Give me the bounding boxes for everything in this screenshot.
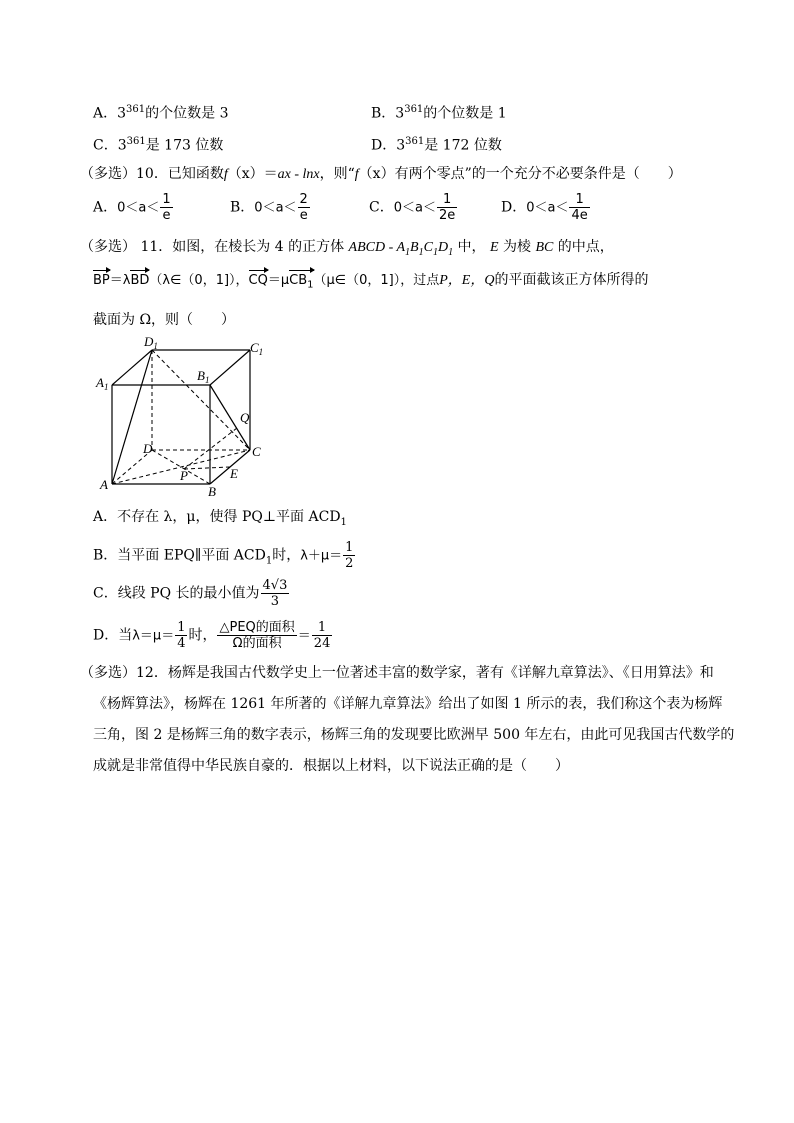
q10-fx2: f: [354, 167, 359, 182]
q11-option-d-ratio-num: △PEQ的面积: [219, 620, 295, 635]
q10-stem: [80, 167, 682, 182]
q11-option-d-den2: 24: [313, 636, 331, 651]
q12-line4: 成就是非常值得中华民族自豪的．根据以上材料，以下说法正确的是（ ）: [93, 758, 569, 774]
q11-option-c-num: 4√3: [262, 578, 288, 593]
q9-option-a-label: A．3: [93, 105, 127, 122]
q10-option-a-label: A．: [93, 199, 118, 216]
q11-cube-a: ABCD - A: [348, 240, 406, 255]
q11-option-b-pre: B．当平面 EPQ∥平面 ACD: [93, 547, 266, 564]
q11-line1: [80, 240, 614, 258]
q11-option-d-num1: 1: [177, 620, 186, 635]
q12-line3: 三角，图 2 是杨辉三角的数字表示，杨辉三角的发现要比欧洲早 500 年左右，由此可见我国古代数学的: [93, 727, 735, 743]
q10-option-b-num: 2: [299, 192, 308, 207]
q10-option-c-label: C．: [369, 199, 394, 216]
q11-option-a: [93, 510, 347, 528]
q10-option-b: [230, 192, 311, 223]
q11-cube-s3: 1: [432, 246, 438, 258]
edge-a1d1: [112, 350, 152, 385]
line-pe-hidden: [184, 467, 230, 469]
q10-option-a: [93, 192, 174, 223]
q12-line1: （多选）12．杨辉是我国古代数学史上一位著述丰富的数学家，著有《详解九章算法》、《日用算法》和: [80, 665, 714, 681]
q9-option-d: [371, 137, 502, 153]
q11-option-d-ratio-den: Ω的面积: [232, 636, 282, 651]
line-ad1: [112, 350, 152, 484]
q9-option-d-text: 是 172 位数: [424, 137, 502, 154]
q10-option-b-frac: [298, 192, 310, 223]
q11-option-d-ratio: [217, 620, 296, 651]
q11-e: E: [489, 240, 499, 255]
q11-option-b: [93, 540, 356, 571]
q11-option-b-frac: [343, 540, 355, 571]
q11-option-d-pre: D．当: [93, 627, 133, 644]
q9-option-a-exp: 361: [126, 104, 146, 115]
label-q: Q: [240, 410, 250, 425]
q10-option-d-lhs: 0＜a＜: [526, 200, 569, 216]
q11-bc: BC: [535, 240, 554, 255]
q11-option-a-sub: 1: [340, 516, 347, 528]
q9-option-c: [93, 137, 223, 153]
q10-option-c: [369, 192, 458, 223]
q9-option-b-exp: 361: [404, 104, 424, 115]
q10-option-c-frac: [437, 192, 457, 223]
q11-cube-s2: 1: [418, 246, 424, 258]
label-b: B: [208, 484, 216, 498]
q11-cube-s4: 1: [448, 246, 454, 258]
label-b1: $B_1$: [197, 368, 210, 385]
label-c1: $C_1$: [250, 340, 264, 357]
q11-cube: [348, 240, 454, 258]
q11-vec-cb1-sub: 1: [307, 279, 314, 291]
q12-line2: 《杨辉算法》，杨辉在 1261 年所著的《详解九章算法》给出了如图 1 所示的表，我们称这个表为杨辉: [93, 696, 723, 712]
q9-option-d-exp: 361: [405, 136, 425, 147]
q11-cube-b: B: [410, 240, 419, 255]
q11-option-a-text: A．不存在 λ，μ，使得 PQ⊥平面 ACD: [93, 509, 341, 525]
q11-option-b-mid: 时，: [272, 547, 301, 564]
q11-option-d-frac1: [175, 620, 187, 651]
edge-b1c1: [210, 350, 250, 385]
q9-option-c-text: 是 173 位数: [145, 137, 224, 154]
figure-labels: [95, 334, 263, 498]
q9-option-b: [371, 105, 507, 121]
q11-option-b-num: 1: [345, 540, 354, 555]
q9-option-a: [93, 105, 228, 121]
q10-expr: ax - lnx: [277, 167, 320, 182]
q11-line1-mid: 中，: [453, 239, 490, 255]
label-e: E: [230, 466, 238, 481]
q11-cube-c: C: [423, 240, 433, 255]
q11-option-c: [93, 578, 290, 609]
label-c: C: [252, 444, 261, 459]
q9-option-c-label: C．3: [93, 137, 127, 154]
q10-option-a-num: 1: [162, 192, 171, 207]
q10-option-c-lhs: 0＜a＜: [393, 200, 436, 216]
cube-figure: [92, 332, 282, 498]
label-a: A: [100, 477, 108, 492]
q11-line2: [93, 273, 648, 291]
q11-vec-cb1-text: CB: [289, 273, 308, 288]
q10-option-a-frac: [160, 192, 172, 223]
q9-option-a-text: 的个位数是 3: [145, 105, 229, 122]
q10-fx1: f: [223, 167, 228, 182]
q11-line2-end: 的平面截该正方体所得的: [494, 272, 649, 288]
q10-option-d: [501, 192, 591, 223]
q11-vec-bd: BD: [130, 273, 150, 288]
q10-option-a-lhs: 0＜a＜: [117, 200, 160, 216]
q11-option-d-frac2: [312, 620, 333, 651]
q10-option-d-frac: [569, 192, 589, 223]
q11-vec-cq: CQ: [248, 273, 268, 288]
q11-eq1: ＝λ: [109, 273, 131, 288]
q11-eq2: ＝μ: [267, 273, 290, 288]
q11-vec-bp: BP: [93, 273, 110, 288]
q11-option-d-num2: 1: [312, 620, 333, 636]
q11-cube-d: D: [437, 240, 449, 255]
q11-option-d-eq: λ＝μ＝: [132, 628, 175, 644]
q11-option-d: [93, 620, 333, 651]
line-d1c-hidden: [152, 350, 250, 450]
q10-option-c-den: 2e: [438, 208, 456, 223]
q9-option-d-label: D．3: [371, 137, 406, 154]
q11-line1-mid2: 为棱: [498, 239, 536, 255]
q11-option-b-eq: λ＋μ＝: [300, 548, 343, 564]
q9-option-c-exp: 361: [126, 136, 146, 147]
q11-line1-pre: （多选） 11．如图，在棱长为 4 的正方体: [80, 239, 349, 255]
q11-option-d-eq2: ＝: [297, 628, 311, 644]
q10-option-d-label: D．: [501, 199, 527, 216]
q11-vec-cb1: [289, 274, 313, 291]
q9-option-b-text: 的个位数是 1: [423, 105, 507, 122]
q11-line3: 截面为 Ω，则（ ）: [93, 312, 236, 328]
q11-option-c-pre: C．线段 PQ 长的最小值为: [93, 585, 260, 602]
q10-option-d-den: 4e: [571, 208, 588, 223]
label-d1: $D_1$: [144, 334, 158, 351]
q11-option-d-mid: 时，: [188, 627, 217, 644]
label-d: D: [143, 441, 153, 456]
label-p: P: [180, 468, 188, 483]
q9-option-b-label: B．3: [371, 105, 405, 122]
q11-option-b-den: 2: [345, 556, 354, 571]
q11-line1-end: 的中点，: [553, 239, 614, 255]
q11-option-b-sub: 1: [265, 555, 273, 567]
q11-points: P，E，Q: [439, 273, 495, 288]
q10-prefix: （多选）10．已知函数: [80, 166, 224, 182]
q10-option-c-num: 1: [437, 192, 457, 208]
q11-range1: （λ∈（0，1]），: [149, 273, 249, 288]
q11-option-c-den: 3: [270, 594, 280, 609]
q11-option-c-frac: [261, 578, 290, 609]
q10-option-b-den: e: [299, 208, 308, 223]
q11-range2: （μ∈（0，1]），过点: [313, 273, 440, 288]
q10-tail: （x）有两个零点”的一个充分不必要条件是（ ）: [358, 166, 682, 182]
q10-option-d-num: 1: [569, 192, 589, 208]
q11-cube-s1: 1: [405, 246, 411, 258]
q10-paren1: （x）＝: [227, 166, 278, 182]
q10-option-a-den: e: [162, 208, 171, 223]
q10-option-b-lhs: 0＜a＜: [254, 200, 297, 216]
q10-option-b-label: B．: [230, 199, 255, 216]
label-a1: $A_1$: [96, 375, 109, 392]
q11-option-d-den1: 4: [177, 636, 186, 651]
q10-mid: ，则“: [319, 166, 355, 182]
